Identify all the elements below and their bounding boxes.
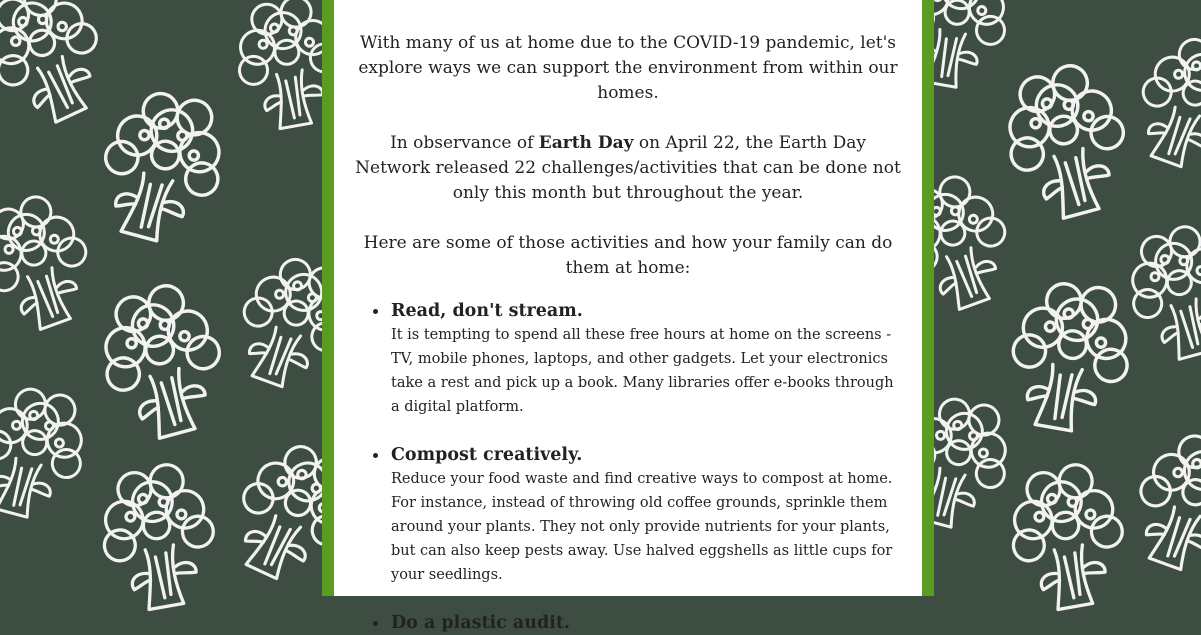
list-item <box>391 611 900 635</box>
observance-paragraph <box>334 131 922 206</box>
activity-title: Read, don't stream. <box>391 301 583 321</box>
broccoli-pattern-left <box>0 0 322 596</box>
activities-intro: Here are some of those activities and how your family can do them at home: <box>363 233 893 278</box>
activity-description: Reduce your food waste and find creative ways to compost at home. For instance, instead of throwing old coffee grounds, sprinkle them around your plants. They not only provide nutrients for your plants, but can also keep pests away. Use halved eggshells as little cups for your seedlings. <box>391 471 893 583</box>
broccoli-pattern-right <box>934 0 1201 596</box>
bullet-icon <box>373 309 378 314</box>
intro-paragraph: With many of us at home due to the COVID-19 pandemic, let's explore ways we can support the environment from within our homes. <box>358 33 898 103</box>
activities-list <box>334 299 922 635</box>
list-item <box>391 443 900 587</box>
observance-suffix: on April 22, the Earth Day Network released 22 challenges/activities that can be done not only this month but throughout the year. <box>355 133 901 203</box>
activity-description: It is tempting to spend all these free hours at home on the screens - TV, mobile phones, laptops, and other gadgets. Let your electronics take a rest and pick up a book. Many libraries offer e-books through a digital platform. <box>391 327 894 415</box>
observance-prefix: In observance of <box>390 133 539 153</box>
bullet-icon <box>373 621 378 626</box>
activity-title: Compost creatively. <box>391 445 583 465</box>
article-content[interactable] <box>334 0 922 633</box>
pattern-panel-left <box>0 0 322 596</box>
pattern-panel-right <box>934 0 1201 596</box>
earth-day-highlight: Earth Day <box>538 133 634 153</box>
activity-title: Do a plastic audit. <box>391 613 571 633</box>
list-item <box>391 299 900 419</box>
bullet-icon <box>373 453 378 458</box>
